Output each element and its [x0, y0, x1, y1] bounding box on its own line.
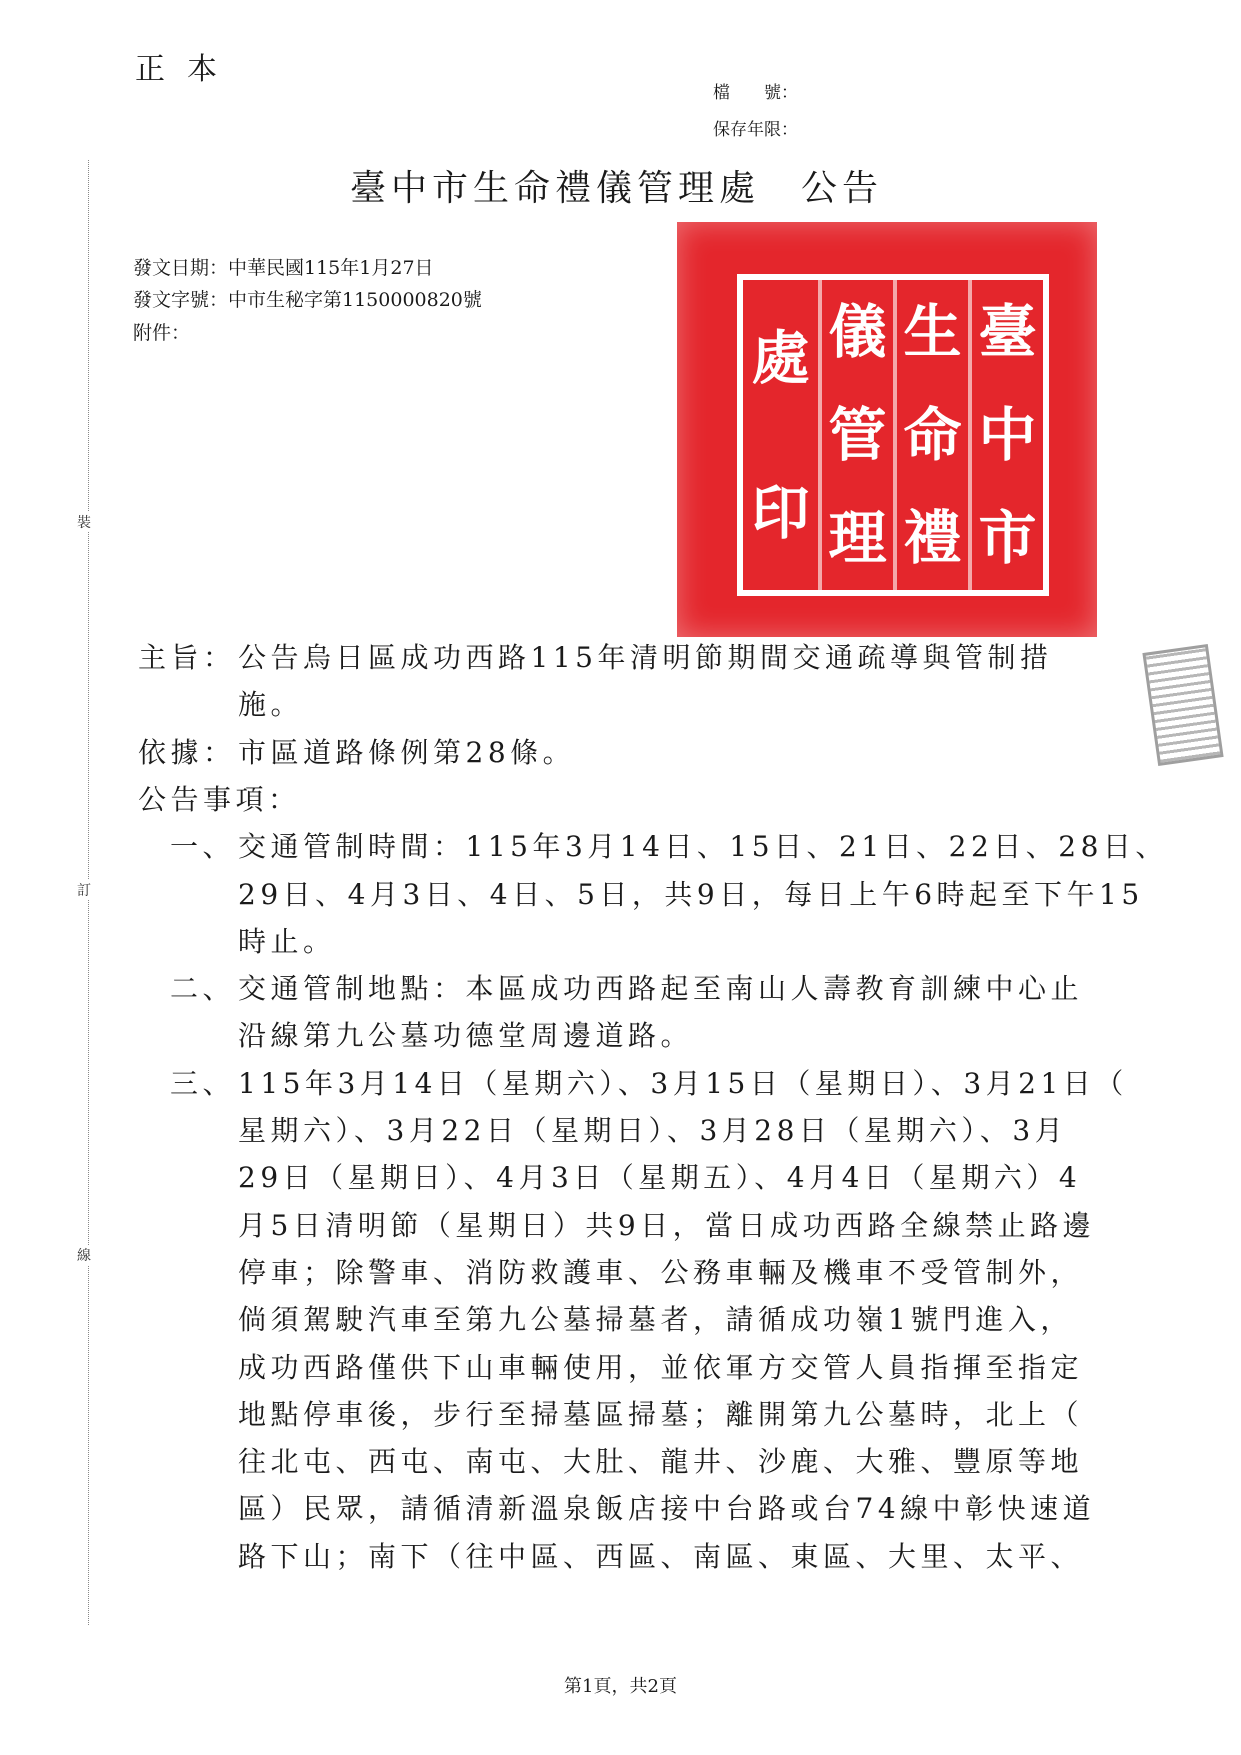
item-text: 時止。: [238, 924, 336, 958]
retention-period-label: 保存年限：: [713, 120, 798, 140]
binding-label: 線: [77, 1245, 91, 1265]
seal-column: 臺 中 市: [968, 280, 1043, 590]
binding-label: 裝: [77, 512, 91, 532]
item-text: 成功西路僅供下山車輛使用，並依軍方交管人員指揮至指定: [238, 1350, 1084, 1384]
file-number-label: 檔 號：: [713, 83, 798, 103]
seal-column: 儀 管 理: [818, 280, 893, 590]
partial-stamp-mark: [1142, 644, 1223, 766]
item-text: 交通管制時間：115年3月14日、15日、21日、22日、28日、: [238, 830, 1168, 864]
seal-column: 生 命 禮: [893, 280, 968, 590]
official-seal-stamp: [677, 222, 1097, 637]
item-number: 一、: [170, 830, 236, 864]
item-text: 29日（星期日）、4月3日（星期五）、4月4日（星期六）4: [238, 1161, 1082, 1195]
document-title: 臺中市生命禮儀管理處 公告: [350, 168, 884, 209]
item-number: 三、: [170, 1066, 236, 1100]
seal-column: 處 印: [751, 323, 810, 547]
notice-items-heading: 公告事項：: [138, 782, 301, 816]
item-text: 月5日清明節（星期日）共9日，當日成功西路全線禁止路邊: [238, 1208, 1096, 1242]
issue-number: 發文字號：中市生秘字第1150000820號: [133, 289, 482, 311]
basis-label: 依據：: [138, 735, 236, 769]
binding-label: 訂: [77, 880, 91, 900]
page-number: 第1頁，共2頁: [564, 1676, 677, 1697]
item-text: 區）民眾，請循清新溫泉飯店接中台路或台74線中彰快速道: [238, 1492, 1096, 1526]
item-text: 地點停車後，步行至掃墓區掃墓；離開第九公墓時，北上（: [238, 1397, 1084, 1431]
issue-date: 發文日期：中華民國115年1月27日: [133, 257, 434, 279]
subject-label: 主旨：: [138, 641, 236, 674]
item-text: 星期六）、3月22日（星期日）、3月28日（星期六）、3月: [238, 1114, 1068, 1147]
basis-text: 市區道路條例第28條。: [238, 735, 576, 769]
item-text: 停車；除警車、消防救護車、公務車輛及機車不受管制外，: [238, 1255, 1084, 1289]
item-text: 路下山；南下（往中區、西區、南區、東區、大里、太平、: [238, 1539, 1084, 1573]
item-text: 往北屯、西屯、南屯、大肚、龍井、沙鹿、大雅、豐原等地: [238, 1445, 1084, 1479]
original-copy-mark: 正本: [135, 52, 239, 87]
item-text: 交通管制地點：本區成功西路起至南山人壽教育訓練中心止: [238, 972, 1084, 1006]
item-text: 倘須駕駛汽車至第九公墓掃墓者，請循成功嶺1號門進入，: [238, 1303, 1073, 1337]
item-text: 沿線第九公墓功德堂周邊道路。: [238, 1019, 694, 1053]
subject-text: 施。: [238, 688, 304, 722]
item-text: 29日、4月3日、4日、5日，共9日，每日上午6時起至下午15: [238, 877, 1144, 911]
attachment-label: 附件：: [133, 322, 191, 344]
subject-text: 公告烏日區成功西路115年清明節期間交通疏導與管制措: [238, 641, 1053, 674]
item-number: 二、: [170, 972, 236, 1006]
item-text: 115年3月14日（星期六）、3月15日（星期日）、3月21日（: [238, 1066, 1128, 1100]
